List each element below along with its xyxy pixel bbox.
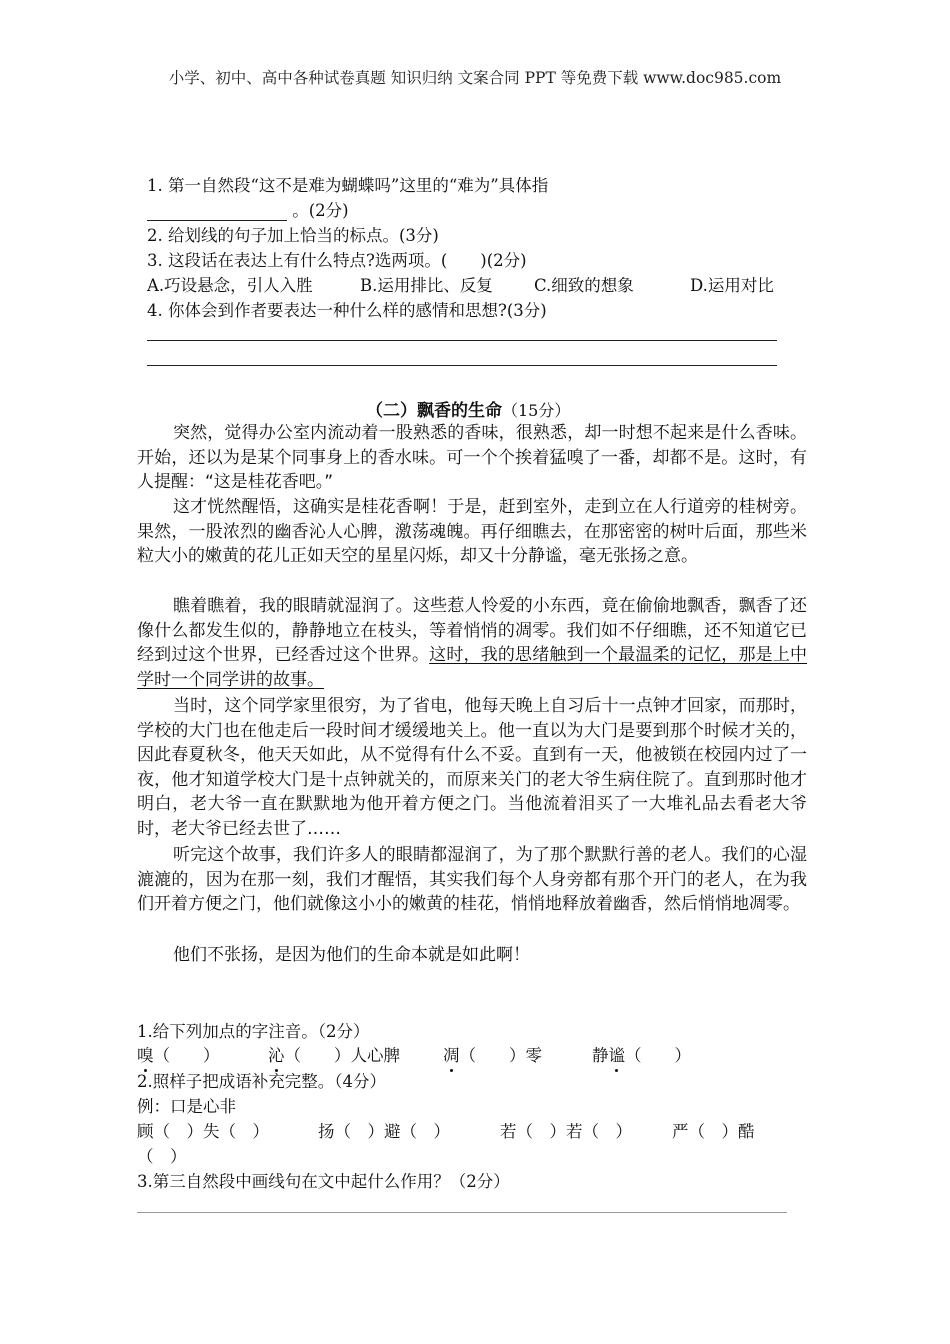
option-b: B.运用排比、反复 [360,276,493,295]
idiom-1[interactable]: 顾（ ）失（ ） [137,1122,269,1141]
idiom-3[interactable]: 若（ ）若（ ） [500,1122,632,1141]
underlined-sentence: 这时，我的思绪触到一个最温柔的记忆，那是上中学时一个同学讲的故事。 [137,645,808,690]
idiom-example: 例：口是心非 [137,1097,236,1116]
paragraph-5: 听完这个故事，我们许多人的眼睛都湿润了，为了那个默默行善的老人。我们的心湿漉漉的，因为在那一刻，我们才醒悟，其实我们每个人身旁都有那个开门的老人，在为我们开着方便之门，他们就像这小小的嫩黄的桂花，悄悄地释放着幽香，然后悄悄地凋零。 [137,845,807,915]
passage-points: （15分） [502,401,571,420]
dotted-char: 谧 [608,1046,625,1065]
question-3: 3. 这段话在表达上有什么特点?选两项。( )(2分) [147,251,527,270]
idiom-4-wrap[interactable]: （ ） [137,1147,187,1166]
passage-title-text: （二）飘香的生命 [366,401,502,421]
question-2: 2. 给划线的句子加上恰当的标点。(3分) [147,226,439,245]
question-1-points: 。(2分) [287,201,349,220]
paragraph-4: 当时，这个同学家里很穷，为了省电，他每天晚上自习后十一点钟才回家，而那时，学校的大门也在他走后一段时间才缓缓地关上。他一直以为大门是要到那个时候才关的，因此春夏秋冬，他天天如此，从不觉得有什么不妥。直到有一天，他被锁在校园内过了一夜，他才知道学校大门是十点钟就关的，而原来关门的老大爷生病住院了。直到那时他才明白，老大爷一直在默默地为他开着方便之门。当他流着泪买了一大堆礼品去看老大爷时，老大爷已经去世了…… [137,696,807,839]
pinyin-blank: （ ）零 [459,1046,542,1065]
question-1: 1. 第一自然段“这不是难为蝴蝶吗”这里的“难为”具体指 [147,176,549,195]
page-header: 小学、初中、高中各种试卷真题 知识归纳 文案合同 PPT 等免费下载 www.doc985.com [168,69,782,87]
dotted-char: 嗅 [137,1046,154,1065]
pinyin-item-2[interactable] [268,1042,400,1066]
q2-1: 1.给下列加点的字注音。（2分） [137,1022,370,1041]
dotted-char: 凋 [443,1046,460,1065]
option-c: C.细致的想象 [534,276,634,295]
answer-line[interactable] [137,1212,787,1213]
answer-line[interactable] [147,340,777,341]
paragraph-1: 突然，觉得办公室内流动着一股熟悉的香味，很熟悉，却一时想不起来是什么香味。开始，还以为是某个同事身上的香水味。可一个个挨着猛嗅了一番，却都不是。这时，有人提醒：“这是桂花香吧。” [137,423,807,493]
q2-3: 3.第三自然段中画线句在文中起什么作用？（2分） [137,1172,510,1191]
option-a: A.巧设悬念，引人入胜 [147,276,313,295]
passage-title [366,396,570,421]
pinyin-item-1[interactable] [137,1042,220,1066]
question-4: 4. 你体会到作者要表达一种什么样的感情和思想?(3分) [147,301,547,320]
paragraph-6: 他们不张扬，是因为他们的生命本就是如此啊！ [173,945,530,965]
paragraph-3 [137,594,807,692]
pinyin-item-3[interactable] [443,1042,542,1066]
idiom-2[interactable]: 扬（ ）避（ ） [318,1122,450,1141]
pinyin-blank: （ ） [153,1046,220,1065]
pinyin-item-4[interactable] [592,1042,691,1066]
q2-2: 2.照样子把成语补充完整。（4分） [137,1072,386,1091]
answer-line[interactable] [147,365,777,366]
idiom-4[interactable]: 严（ ）酷 [672,1122,755,1141]
answer-blank[interactable] [147,202,287,221]
dotted-char: 沁 [268,1046,285,1065]
option-d: D.运用对比 [690,276,774,295]
plain-char: 静 [592,1046,609,1065]
paragraph-2: 这才恍然醒悟，这确实是桂花香啊！于是，赶到室外，走到立在人行道旁的桂树旁。果然，一股浓烈的幽香沁人心脾，激荡魂魄。再仔细瞧去，在那密密的树叶后面，那些米粒大小的嫩黄的花儿正如天空的星星闪烁，却又十分静谧，毫无张扬之意。 [137,497,807,567]
pinyin-blank: （ ） [625,1046,691,1065]
pinyin-blank: （ ）人心脾 [284,1046,400,1065]
paragraph-3-text: 瞧着瞧着，我的眼睛就湿润了。这些惹人怜爱的小东西，竟在偷偷地飘香，飘香了还像什么都发生似的，静静地立在枝头，等着悄悄的凋零。我们如不仔细瞧，还不知道它已经到过这个世界，已经香过这个世界。 [137,596,807,666]
question-1-answer-line [147,197,349,221]
